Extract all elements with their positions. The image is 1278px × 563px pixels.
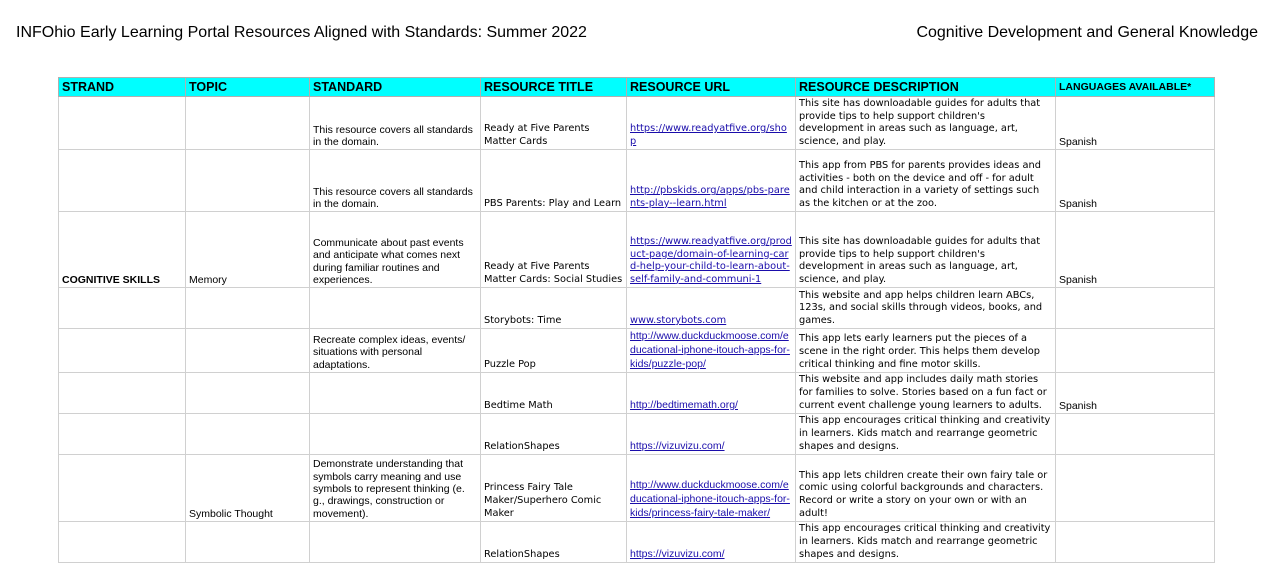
standard-cell: Communicate about past events and anticipate what comes next during familiar routines and experiences.: [310, 212, 481, 288]
resource-title-cell: Bedtime Math: [481, 373, 627, 414]
resource-title-cell: Princess Fairy Tale Maker/Superhero Comic Maker: [481, 455, 627, 522]
languages-cell: Spanish: [1056, 150, 1215, 212]
resource-description-cell: This app lets children create their own fairy tale or comic using colorful backgrounds and characters. Record or write a story on your own or with an adult!: [796, 455, 1056, 522]
resource-link[interactable]: http://pbskids.org/apps/pbs-parents-play--learn.html: [630, 185, 790, 209]
topic-cell: Symbolic Thought: [186, 455, 310, 522]
strand-cell: [59, 97, 186, 150]
col-header-resource-title: RESOURCE TITLE: [481, 78, 627, 97]
strand-cell: [59, 288, 186, 329]
resource-description-cell: This website and app includes daily math stories for families to solve. Stories based on a fun fact or current event challenge young learners to adults.: [796, 373, 1056, 414]
resource-title-cell: RelationShapes: [481, 414, 627, 455]
resource-link[interactable]: https://www.readyatfive.org/product-page/domain-of-learning-card-help-your-child-to-learn-about-self-family-and-communi-1: [630, 236, 792, 285]
topic-cell: [186, 414, 310, 455]
standard-cell: [310, 373, 481, 414]
resource-description-cell: This site has downloadable guides for adults that provide tips to help support children's development in areas such as language, art, science, and play.: [796, 212, 1056, 288]
standard-cell: [310, 522, 481, 563]
resource-title-cell: Ready at Five Parents Matter Cards: Social Studies: [481, 212, 627, 288]
resource-description-cell: This app from PBS for parents provides ideas and activities - both on the device and off - for adult and child interaction in a variety of settings such as the kitchen or at the zoo.: [796, 150, 1056, 212]
standard-cell: Demonstrate understanding that symbols carry meaning and use symbols to represent thinking (e. g., drawings, construction or movement).: [310, 455, 481, 522]
resource-link[interactable]: https://vizuvizu.com/: [630, 439, 725, 452]
resource-url-cell: [627, 288, 796, 329]
topic-cell: [186, 373, 310, 414]
standard-cell: This resource covers all standards in the domain.: [310, 97, 481, 150]
languages-cell: [1056, 288, 1215, 329]
col-header-standard: STANDARD: [310, 78, 481, 97]
topic-cell: [186, 288, 310, 329]
resource-link[interactable]: www.storybots.com: [630, 314, 727, 326]
languages-cell: Spanish: [1056, 373, 1215, 414]
strand-cell: COGNITIVE SKILLS: [59, 212, 186, 288]
table-row: [59, 150, 1215, 212]
resource-title-cell: Puzzle Pop: [481, 329, 627, 373]
domain-title: Cognitive Development and General Knowledge: [916, 24, 1258, 41]
strand-cell: [59, 522, 186, 563]
col-header-languages: LANGUAGES AVAILABLE*: [1056, 78, 1215, 97]
resource-link[interactable]: https://www.readyatfive.org/shop: [630, 123, 787, 147]
resource-url-cell: [627, 329, 796, 373]
resource-url-cell: [627, 97, 796, 150]
resource-url-cell: [627, 212, 796, 288]
table-row: [59, 329, 1215, 373]
col-header-strand: STRAND: [59, 78, 186, 97]
standard-cell: [310, 288, 481, 329]
standard-cell: This resource covers all standards in the domain.: [310, 150, 481, 212]
languages-cell: [1056, 414, 1215, 455]
resource-description-cell: This app encourages critical thinking and creativity in learners. Kids match and rearrange geometric shapes and designs.: [796, 522, 1056, 563]
topic-cell: [186, 522, 310, 563]
resource-url-cell: [627, 522, 796, 563]
resources-table: [58, 77, 1215, 563]
resource-title-cell: PBS Parents: Play and Learn: [481, 150, 627, 212]
table-row: [59, 522, 1215, 563]
resource-description-cell: This app encourages critical thinking and creativity in learners. Kids match and rearrange geometric shapes and designs.: [796, 414, 1056, 455]
col-header-topic: TOPIC: [186, 78, 310, 97]
col-header-resource-description: RESOURCE DESCRIPTION: [796, 78, 1056, 97]
table-row: [59, 373, 1215, 414]
topic-cell: [186, 150, 310, 212]
resource-description-cell: This app lets early learners put the pieces of a scene in the right order. This helps them develop critical thinking and fine motor skills.: [796, 329, 1056, 373]
standard-cell: [310, 414, 481, 455]
resource-link[interactable]: http://www.duckduckmoose.com/educational-iphone-itouch-apps-for-kids/puzzle-pop/: [630, 330, 790, 370]
strand-cell: [59, 150, 186, 212]
topic-cell: Memory: [186, 212, 310, 288]
topic-cell: [186, 97, 310, 150]
topic-cell: [186, 329, 310, 373]
resource-url-cell: [627, 373, 796, 414]
standard-cell: Recreate complex ideas, events/ situations with personal adaptations.: [310, 329, 481, 373]
languages-cell: Spanish: [1056, 97, 1215, 150]
col-header-resource-url: RESOURCE URL: [627, 78, 796, 97]
table-row: [59, 212, 1215, 288]
strand-cell: [59, 455, 186, 522]
resource-link[interactable]: https://vizuvizu.com/: [630, 547, 725, 560]
table-header-row: [59, 78, 1215, 97]
table-row: [59, 455, 1215, 522]
resource-title-cell: Storybots: Time: [481, 288, 627, 329]
table-row: [59, 288, 1215, 329]
resource-link[interactable]: http://bedtimemath.org/: [630, 398, 738, 411]
strand-cell: [59, 373, 186, 414]
languages-cell: Spanish: [1056, 212, 1215, 288]
languages-cell: [1056, 522, 1215, 563]
resource-url-cell: [627, 150, 796, 212]
resource-description-cell: This website and app helps children learn ABCs, 123s, and social skills through videos, books, and games.: [796, 288, 1056, 329]
resource-title-cell: Ready at Five Parents Matter Cards: [481, 97, 627, 150]
strand-cell: [59, 329, 186, 373]
resource-title-cell: RelationShapes: [481, 522, 627, 563]
resource-url-cell: [627, 455, 796, 522]
languages-cell: [1056, 329, 1215, 373]
document-title: INFOhio Early Learning Portal Resources Aligned with Standards: Summer 2022: [16, 24, 587, 41]
resource-description-cell: This site has downloadable guides for adults that provide tips to help support children's development in areas such as language, art, science, and play.: [796, 97, 1056, 150]
table-row: [59, 414, 1215, 455]
resource-link[interactable]: http://www.duckduckmoose.com/educational-iphone-itouch-apps-for-kids/princess-fairy-tale-maker/: [630, 479, 790, 519]
table-row: [59, 97, 1215, 150]
languages-cell: [1056, 455, 1215, 522]
strand-cell: [59, 414, 186, 455]
resource-url-cell: [627, 414, 796, 455]
